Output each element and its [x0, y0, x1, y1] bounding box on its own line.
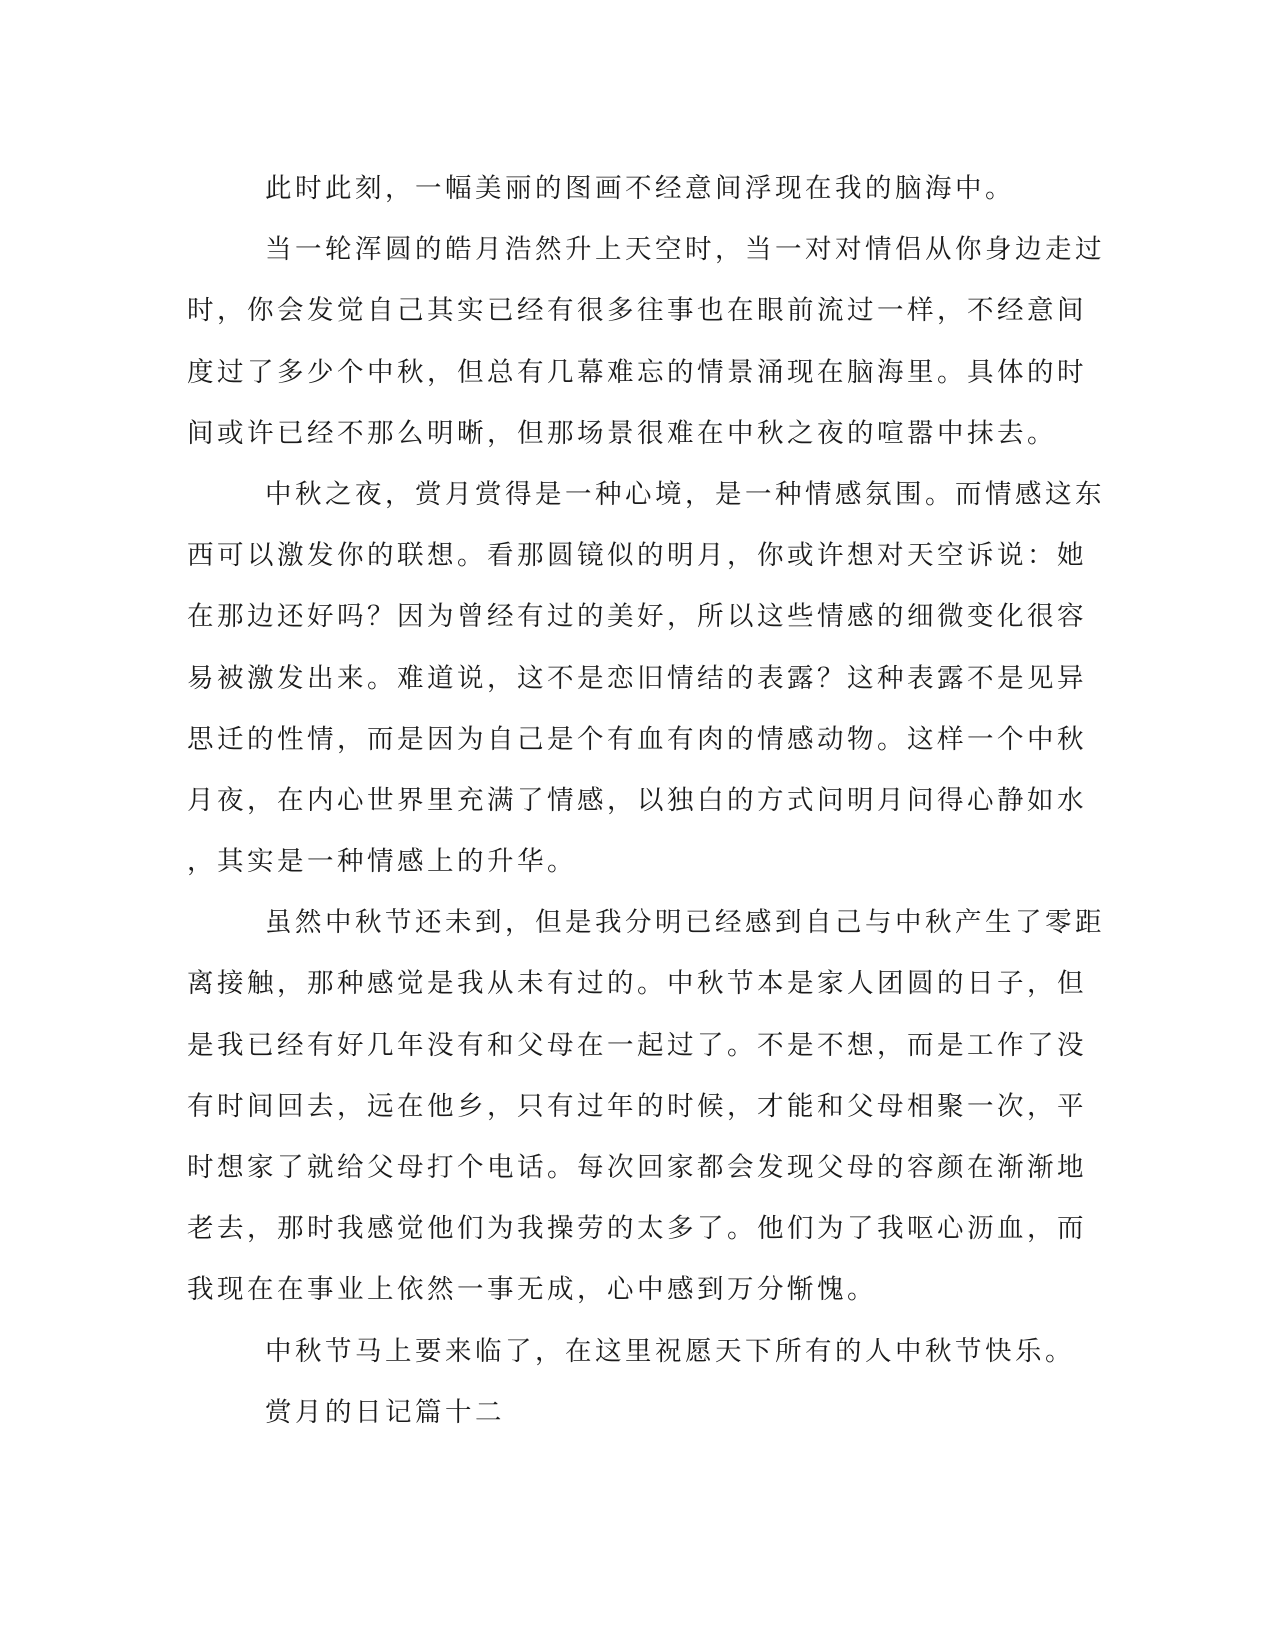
- text-line: 间或许已经不那么明晰，但那场景很难在中秋之夜的喧嚣中抹去。: [187, 417, 1057, 449]
- text-line: 时想家了就给父母打个电话。每次回家都会发现父母的容颜在渐渐地: [187, 1152, 1087, 1183]
- text-line: 当一轮浑圆的皓月浩然升上天空时，当一对对情侣从你身边走过: [265, 234, 1105, 266]
- text-line: 月夜，在内心世界里充满了情感，以独白的方式问明月问得心静如水: [187, 784, 1087, 816]
- text-line: 有时间回去，远在他乡，只有过年的时候，才能和父母相聚一次，平: [187, 1090, 1087, 1122]
- text-line: 易被激发出来。难道说，这不是恋旧情结的表露？这种表露不是见异: [187, 662, 1087, 694]
- text-line: 是我已经有好几年没有和父母在一起过了。不是不想，而是工作了没: [187, 1029, 1087, 1061]
- text-line: 西可以激发你的联想。看那圆镜似的明月，你或许想对天空诉说：她: [187, 540, 1087, 572]
- text-line: 在那边还好吗？因为曾经有过的美好，所以这些情感的细微变化很容: [187, 601, 1087, 633]
- section-heading: 赏月的日记篇十二: [265, 1396, 505, 1428]
- text-line: 此时此刻，一幅美丽的图画不经意间浮现在我的脑海中。: [265, 173, 1015, 204]
- text-line: 度过了多少个中秋，但总有几幕难忘的情景涌现在脑海里。具体的时: [187, 356, 1087, 388]
- text-line: 中秋节马上要来临了，在这里祝愿天下所有的人中秋节快乐。: [265, 1335, 1075, 1367]
- text-line: ，其实是一种情感上的升华。: [187, 846, 577, 878]
- text-line: 时，你会发觉自己其实已经有很多往事也在眼前流过一样，不经意间: [187, 295, 1087, 327]
- text-line: 思迁的性情，而是因为自己是个有血有肉的情感动物。这样一个中秋: [187, 723, 1087, 755]
- text-line: 老去，那时我感觉他们为我操劳的太多了。他们为了我呕心沥血，而: [187, 1213, 1087, 1245]
- text-line: 中秋之夜，赏月赏得是一种心境，是一种情感氛围。而情感这东: [265, 478, 1105, 510]
- text-line: 我现在在事业上依然一事无成，心中感到万分惭愧。: [187, 1274, 877, 1306]
- text-line: 离接触，那种感觉是我从未有过的。中秋节本是家人团圆的日子，但: [187, 968, 1087, 1000]
- body-text: [187, 158, 1105, 1443]
- text-line: 虽然中秋节还未到，但是我分明已经感到自己与中秋产生了零距: [265, 907, 1105, 939]
